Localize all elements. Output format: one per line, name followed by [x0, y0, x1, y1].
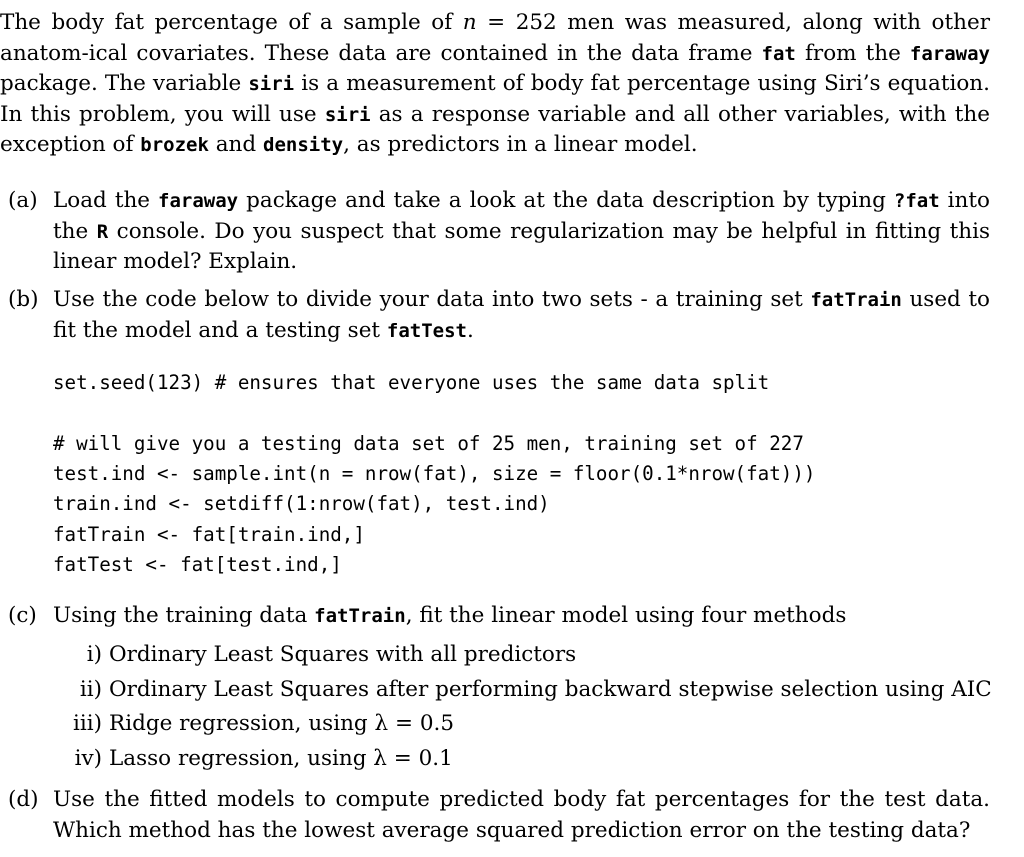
code-term-siri: siri: [248, 73, 295, 95]
list-item-label: ii): [79, 676, 102, 702]
question-label: (c): [8, 603, 37, 628]
question-label: (a): [8, 188, 38, 213]
intro-text: as a response variable and all other variables, with the exception of: [0, 101, 991, 157]
question-text: , fit the linear model using four methods: [405, 603, 847, 628]
question-label: (d): [8, 787, 39, 812]
question-body: Use the fitted models to compute predicted body fat percentages for the test data. Which method has the lowest average squared prediction error on the testing data?: [53, 787, 990, 843]
question-b: [8, 285, 990, 346]
list-item: [55, 673, 992, 708]
intro-text: and: [208, 132, 264, 157]
question-d: [8, 785, 990, 846]
list-item: [55, 707, 992, 742]
intro-text: = 252 men was measured, along with other anatom-ical covariates. These data are contained in the data frame: [0, 10, 990, 66]
code-line-3: test.ind <- sample.int(n = nrow(fat), size = floor(0.1*nrow(fat))): [53, 462, 816, 485]
question-a: [8, 186, 990, 278]
n-variable: n: [462, 10, 477, 35]
code-term-fattrain: fatTrain: [314, 605, 406, 627]
intro-text: from the: [795, 40, 910, 66]
question-c: [8, 601, 990, 632]
list-item: [55, 742, 992, 777]
code-term-help-fat: ?fat: [893, 190, 940, 212]
list-item-text: Lasso regression, using λ = 0.1: [109, 745, 453, 771]
question-label: (b): [8, 287, 39, 312]
question-text: .: [466, 317, 474, 343]
intro-paragraph: [0, 8, 990, 161]
question-text: console. Do you suspect that some regularization may be helpful in fitting this linear model? Explain.: [53, 218, 990, 274]
question-text: Load the: [53, 188, 159, 213]
code-line-5: fatTrain <- fat[train.ind,]: [53, 523, 365, 546]
code-term-r: R: [96, 220, 109, 243]
code-term-faraway: faraway: [158, 190, 239, 212]
code-term-fattrain: fatTrain: [810, 289, 902, 311]
list-item-text: Ordinary Least Squares after performing backward stepwise selection using AIC: [109, 676, 992, 702]
question-text: Use the code below to divide your data into two sets - a training set: [53, 287, 811, 312]
intro-text: The body fat percentage of a sample of: [0, 10, 463, 35]
code-term-density: density: [263, 134, 344, 156]
question-text: into the: [53, 188, 990, 244]
code-term-faraway: faraway: [909, 42, 990, 65]
question-body: [53, 601, 990, 632]
code-line-6: fatTest <- fat[test.ind,]: [53, 553, 342, 576]
code-line-4: train.ind <- setdiff(1:nrow(fat), test.ind): [53, 492, 550, 515]
intro-text: is a measurement of body fat percentage using Siri’s equation. In this problem, you will use: [0, 71, 990, 127]
list-item-label: iii): [72, 711, 102, 736]
list-item-text: Ordinary Least Squares with all predictors: [109, 642, 577, 667]
question-body: [53, 186, 990, 278]
list-item-text: Ridge regression, using λ = 0.5: [109, 711, 455, 736]
question-text: used to fit the model and a testing set: [53, 287, 991, 343]
list-item-label: i): [86, 642, 102, 667]
code-term-fattest: fatTest: [386, 319, 467, 342]
question-body: [53, 285, 990, 346]
question-text: package and take a look at the data description by typing: [238, 188, 894, 213]
list-item-label: iv): [74, 745, 102, 771]
code-term-fat: fat: [761, 42, 796, 65]
code-line-2: # will give you a testing data set of 25 men, training set of 227: [53, 432, 804, 455]
method-list: [55, 638, 992, 776]
question-text: Using the training data: [53, 603, 315, 628]
code-term-siri: siri: [324, 103, 371, 126]
intro-text: package. The variable: [0, 71, 249, 96]
code-term-brozek: brozek: [140, 134, 209, 156]
intro-text: , as predictors in a linear model.: [343, 132, 698, 157]
list-item: [55, 638, 992, 673]
code-line-1: set.seed(123) # ensures that everyone uses the same data split: [53, 371, 770, 394]
